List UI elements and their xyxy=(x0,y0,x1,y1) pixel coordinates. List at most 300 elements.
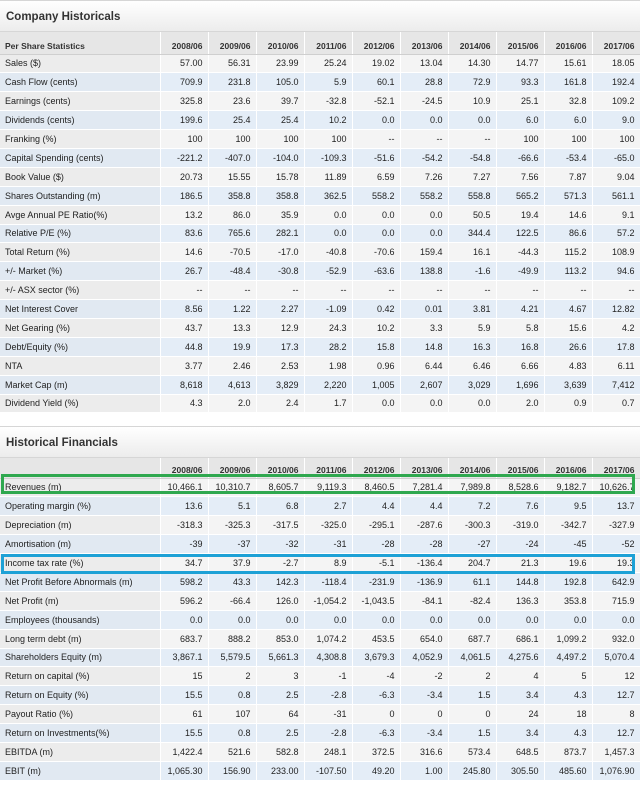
value-cell: 192.8 xyxy=(544,572,592,591)
value-cell: 686.1 xyxy=(496,629,544,648)
value-cell: -1.09 xyxy=(304,300,352,319)
row-label: EBIT (m) xyxy=(0,761,160,780)
value-cell: 0.7 xyxy=(592,394,640,413)
value-cell: -407.0 xyxy=(208,148,256,167)
value-cell: 100 xyxy=(208,130,256,149)
value-cell: -295.1 xyxy=(352,516,400,535)
value-cell: 485.60 xyxy=(544,761,592,780)
year-column-header: 2012/06 xyxy=(352,458,400,478)
table-row xyxy=(0,167,640,186)
value-cell: 6.0 xyxy=(544,111,592,130)
row-label: Payout Ratio (%) xyxy=(0,705,160,724)
value-cell: 1,422.4 xyxy=(160,742,208,761)
table-row xyxy=(0,629,640,648)
value-cell: 100 xyxy=(160,130,208,149)
value-cell: -44.3 xyxy=(496,243,544,262)
value-cell: 9.1 xyxy=(592,205,640,224)
year-column-header: 2014/06 xyxy=(448,458,496,478)
value-cell: 1,696 xyxy=(496,375,544,394)
value-cell: 0.0 xyxy=(400,224,448,243)
value-cell: 325.8 xyxy=(160,92,208,111)
value-cell: 7.26 xyxy=(400,167,448,186)
value-cell: 372.5 xyxy=(352,742,400,761)
value-cell: 1,074.2 xyxy=(304,629,352,648)
value-cell: 8,618 xyxy=(160,375,208,394)
value-cell: 1,005 xyxy=(352,375,400,394)
value-cell: 15.55 xyxy=(208,167,256,186)
value-cell: -63.6 xyxy=(352,262,400,281)
row-label: Earnings (cents) xyxy=(0,92,160,111)
value-cell: 5.9 xyxy=(448,318,496,337)
value-cell: 642.9 xyxy=(592,572,640,591)
value-cell: 35.9 xyxy=(256,205,304,224)
row-label: Shares Outstanding (m) xyxy=(0,186,160,205)
value-cell: 0.0 xyxy=(544,610,592,629)
value-cell: 0.0 xyxy=(352,224,400,243)
year-column-header: 2008/06 xyxy=(160,32,208,54)
value-cell: 39.7 xyxy=(256,92,304,111)
value-cell: 5.8 xyxy=(496,318,544,337)
table-row xyxy=(0,243,640,262)
year-column-header: 2009/06 xyxy=(208,32,256,54)
value-cell: 248.1 xyxy=(304,742,352,761)
value-cell: -28 xyxy=(352,535,400,554)
value-cell: 11.89 xyxy=(304,167,352,186)
value-cell: 15.78 xyxy=(256,167,304,186)
row-label: Return on capital (%) xyxy=(0,667,160,686)
value-cell: 14.30 xyxy=(448,54,496,73)
value-cell: 16.8 xyxy=(496,337,544,356)
value-cell: -70.5 xyxy=(208,243,256,262)
value-cell: 100 xyxy=(256,130,304,149)
value-cell: 6.66 xyxy=(496,356,544,375)
value-cell: 0.01 xyxy=(400,300,448,319)
value-cell: -- xyxy=(544,281,592,300)
value-cell: 12.9 xyxy=(256,318,304,337)
table-row xyxy=(0,318,640,337)
value-cell: 2,220 xyxy=(304,375,352,394)
value-cell: 4,275.6 xyxy=(496,648,544,667)
value-cell: 4.3 xyxy=(544,724,592,743)
value-cell: 8,460.5 xyxy=(352,478,400,497)
value-cell: -51.6 xyxy=(352,148,400,167)
value-cell: 19.6 xyxy=(544,554,592,573)
value-cell: 7.56 xyxy=(496,167,544,186)
value-cell: 0.8 xyxy=(208,686,256,705)
value-cell: 3.77 xyxy=(160,356,208,375)
value-cell: -24 xyxy=(496,535,544,554)
table-row xyxy=(0,111,640,130)
value-cell: 144.8 xyxy=(496,572,544,591)
value-cell: -17.0 xyxy=(256,243,304,262)
value-cell: -39 xyxy=(160,535,208,554)
value-cell: 0.0 xyxy=(208,610,256,629)
value-cell: -52.1 xyxy=(352,92,400,111)
value-cell: 2.7 xyxy=(304,497,352,516)
value-cell: 2.46 xyxy=(208,356,256,375)
value-cell: 558.2 xyxy=(352,186,400,205)
value-cell: 5.9 xyxy=(304,73,352,92)
row-label: Relative P/E (%) xyxy=(0,224,160,243)
row-label: Market Cap (m) xyxy=(0,375,160,394)
value-cell: -342.7 xyxy=(544,516,592,535)
value-cell: 8 xyxy=(592,705,640,724)
value-cell: 28.8 xyxy=(400,73,448,92)
year-column-header: 2011/06 xyxy=(304,458,352,478)
value-cell: 94.6 xyxy=(592,262,640,281)
table-row xyxy=(0,610,640,629)
value-cell: 204.7 xyxy=(448,554,496,573)
value-cell: 115.2 xyxy=(544,243,592,262)
value-cell: 72.9 xyxy=(448,73,496,92)
label-column-header: Per Share Statistics xyxy=(0,32,160,54)
row-label: +/- ASX sector (%) xyxy=(0,281,160,300)
value-cell: -5.1 xyxy=(352,554,400,573)
value-cell: 1,076.90 xyxy=(592,761,640,780)
value-cell: -27 xyxy=(448,535,496,554)
value-cell: 8.56 xyxy=(160,300,208,319)
value-cell: 3.4 xyxy=(496,724,544,743)
value-cell: 5,661.3 xyxy=(256,648,304,667)
table-row xyxy=(0,516,640,535)
value-cell: 0.0 xyxy=(256,610,304,629)
value-cell: 888.2 xyxy=(208,629,256,648)
value-cell: 57.00 xyxy=(160,54,208,73)
value-cell: 86.0 xyxy=(208,205,256,224)
value-cell: 49.20 xyxy=(352,761,400,780)
value-cell: 573.4 xyxy=(448,742,496,761)
value-cell: 5,070.4 xyxy=(592,648,640,667)
value-cell: -54.8 xyxy=(448,148,496,167)
value-cell: -318.3 xyxy=(160,516,208,535)
value-cell: 2,607 xyxy=(400,375,448,394)
value-cell: 362.5 xyxy=(304,186,352,205)
value-cell: 0.0 xyxy=(400,111,448,130)
value-cell: 6.0 xyxy=(496,111,544,130)
value-cell: 10,466.1 xyxy=(160,478,208,497)
year-column-header: 2017/06 xyxy=(592,458,640,478)
value-cell: 687.7 xyxy=(448,629,496,648)
value-cell: -- xyxy=(208,281,256,300)
value-cell: 4,052.9 xyxy=(400,648,448,667)
row-label: Dividend Yield (%) xyxy=(0,394,160,413)
value-cell: 17.8 xyxy=(592,337,640,356)
value-cell: 7.6 xyxy=(496,497,544,516)
table-row xyxy=(0,497,640,516)
value-cell: 0.0 xyxy=(304,224,352,243)
value-cell: 0.9 xyxy=(544,394,592,413)
value-cell: 0.0 xyxy=(592,610,640,629)
table-row xyxy=(0,73,640,92)
year-column-header: 2010/06 xyxy=(256,32,304,54)
value-cell: 2.4 xyxy=(256,394,304,413)
table-row xyxy=(0,262,640,281)
value-cell: 18.05 xyxy=(592,54,640,73)
value-cell: 25.4 xyxy=(208,111,256,130)
value-cell: 60.1 xyxy=(352,73,400,92)
table-row xyxy=(0,535,640,554)
value-cell: 1,065.30 xyxy=(160,761,208,780)
value-cell: -- xyxy=(448,130,496,149)
value-cell: 6.11 xyxy=(592,356,640,375)
value-cell: 9.5 xyxy=(544,497,592,516)
row-label: Revenues (m) xyxy=(0,478,160,497)
value-cell: -66.4 xyxy=(208,591,256,610)
value-cell: 34.7 xyxy=(160,554,208,573)
value-cell: 4,497.2 xyxy=(544,648,592,667)
value-cell: 358.8 xyxy=(256,186,304,205)
value-cell: 521.6 xyxy=(208,742,256,761)
row-label: +/- Market (%) xyxy=(0,262,160,281)
value-cell: 9,182.7 xyxy=(544,478,592,497)
value-cell: -- xyxy=(496,281,544,300)
value-cell: 4.4 xyxy=(352,497,400,516)
value-cell: 648.5 xyxy=(496,742,544,761)
value-cell: 0.0 xyxy=(448,610,496,629)
value-cell: 0.0 xyxy=(400,394,448,413)
value-cell: 565.2 xyxy=(496,186,544,205)
row-label: Capital Spending (cents) xyxy=(0,148,160,167)
company-historicals-title: Company Historicals xyxy=(0,0,640,32)
value-cell: -45 xyxy=(544,535,592,554)
value-cell: -3.4 xyxy=(400,686,448,705)
value-cell: 4 xyxy=(496,667,544,686)
value-cell: 161.8 xyxy=(544,73,592,92)
value-cell: -40.8 xyxy=(304,243,352,262)
table-row xyxy=(0,724,640,743)
row-label: Book Value ($) xyxy=(0,167,160,186)
value-cell: 4.4 xyxy=(400,497,448,516)
value-cell: 3,679.3 xyxy=(352,648,400,667)
value-cell: 3 xyxy=(256,667,304,686)
year-column-header: 2016/06 xyxy=(544,458,592,478)
value-cell: -1.6 xyxy=(448,262,496,281)
value-cell: 3,029 xyxy=(448,375,496,394)
value-cell: 126.0 xyxy=(256,591,304,610)
value-cell: 14.6 xyxy=(544,205,592,224)
table-row xyxy=(0,761,640,780)
value-cell: 1.22 xyxy=(208,300,256,319)
value-cell: -- xyxy=(592,281,640,300)
value-cell: 19.3 xyxy=(592,554,640,573)
value-cell: 596.2 xyxy=(160,591,208,610)
value-cell: 873.7 xyxy=(544,742,592,761)
value-cell: 9.04 xyxy=(592,167,640,186)
row-label: Shareholders Equity (m) xyxy=(0,648,160,667)
value-cell: 2.0 xyxy=(496,394,544,413)
value-cell: -1 xyxy=(304,667,352,686)
value-cell: 26.7 xyxy=(160,262,208,281)
value-cell: 5 xyxy=(544,667,592,686)
value-cell: 43.7 xyxy=(160,318,208,337)
value-cell: 4.21 xyxy=(496,300,544,319)
value-cell: -3.4 xyxy=(400,724,448,743)
table-row xyxy=(0,54,640,73)
value-cell: 305.50 xyxy=(496,761,544,780)
year-column-header: 2014/06 xyxy=(448,32,496,54)
value-cell: 4.67 xyxy=(544,300,592,319)
row-label: Amortisation (m) xyxy=(0,535,160,554)
value-cell: 100 xyxy=(544,130,592,149)
year-column-header: 2013/06 xyxy=(400,458,448,478)
value-cell: 12.7 xyxy=(592,686,640,705)
table-row xyxy=(0,686,640,705)
value-cell: -6.3 xyxy=(352,724,400,743)
value-cell: 19.4 xyxy=(496,205,544,224)
row-label: Net Gearing (%) xyxy=(0,318,160,337)
value-cell: 192.4 xyxy=(592,73,640,92)
value-cell: 282.1 xyxy=(256,224,304,243)
table-row xyxy=(0,648,640,667)
value-cell: 64 xyxy=(256,705,304,724)
value-cell: -231.9 xyxy=(352,572,400,591)
row-label: Long term debt (m) xyxy=(0,629,160,648)
table-row xyxy=(0,337,640,356)
value-cell: 5,579.5 xyxy=(208,648,256,667)
value-cell: 0.42 xyxy=(352,300,400,319)
row-label: EBITDA (m) xyxy=(0,742,160,761)
value-cell: 8,528.6 xyxy=(496,478,544,497)
value-cell: 61.1 xyxy=(448,572,496,591)
value-cell: 4,308.8 xyxy=(304,648,352,667)
value-cell: -- xyxy=(400,281,448,300)
value-cell: 4,061.5 xyxy=(448,648,496,667)
year-column-header: 2008/06 xyxy=(160,458,208,478)
value-cell: 0.0 xyxy=(400,205,448,224)
value-cell: 561.1 xyxy=(592,186,640,205)
value-cell: 1,099.2 xyxy=(544,629,592,648)
value-cell: 4.2 xyxy=(592,318,640,337)
value-cell: 0.0 xyxy=(352,205,400,224)
row-label: NTA xyxy=(0,356,160,375)
value-cell: 932.0 xyxy=(592,629,640,648)
value-cell: 245.80 xyxy=(448,761,496,780)
value-cell: 571.3 xyxy=(544,186,592,205)
value-cell: 7.2 xyxy=(448,497,496,516)
value-cell: 3.4 xyxy=(496,686,544,705)
row-label: Net Profit Before Abnormals (m) xyxy=(0,572,160,591)
row-label: Total Return (%) xyxy=(0,243,160,262)
table-row xyxy=(0,356,640,375)
value-cell: 16.3 xyxy=(448,337,496,356)
value-cell: -37 xyxy=(208,535,256,554)
row-label: Avge Annual PE Ratio(%) xyxy=(0,205,160,224)
value-cell: -65.0 xyxy=(592,148,640,167)
value-cell: 683.7 xyxy=(160,629,208,648)
value-cell: -325.3 xyxy=(208,516,256,535)
value-cell: 7,281.4 xyxy=(400,478,448,497)
value-cell: 316.6 xyxy=(400,742,448,761)
value-cell: -1,043.5 xyxy=(352,591,400,610)
value-cell: -2.8 xyxy=(304,724,352,743)
table-row xyxy=(0,205,640,224)
value-cell: 37.9 xyxy=(208,554,256,573)
value-cell: 86.6 xyxy=(544,224,592,243)
value-cell: 7.27 xyxy=(448,167,496,186)
year-column-header: 2009/06 xyxy=(208,458,256,478)
value-cell: 14.77 xyxy=(496,54,544,73)
value-cell: 7,412 xyxy=(592,375,640,394)
value-cell: 0 xyxy=(400,705,448,724)
value-cell: 15 xyxy=(160,667,208,686)
value-cell: 26.6 xyxy=(544,337,592,356)
value-cell: 17.3 xyxy=(256,337,304,356)
value-cell: 0.0 xyxy=(496,610,544,629)
value-cell: 15.8 xyxy=(352,337,400,356)
value-cell: -325.0 xyxy=(304,516,352,535)
value-cell: 2 xyxy=(208,667,256,686)
row-label: Net Interest Cover xyxy=(0,300,160,319)
value-cell: 0.96 xyxy=(352,356,400,375)
value-cell: 10.2 xyxy=(304,111,352,130)
value-cell: 28.2 xyxy=(304,337,352,356)
year-column-header: 2013/06 xyxy=(400,32,448,54)
value-cell: -52.9 xyxy=(304,262,352,281)
value-cell: 4.83 xyxy=(544,356,592,375)
value-cell: 100 xyxy=(496,130,544,149)
value-cell: 199.6 xyxy=(160,111,208,130)
table-row xyxy=(0,224,640,243)
value-cell: -32 xyxy=(256,535,304,554)
value-cell: 358.8 xyxy=(208,186,256,205)
value-cell: 2.0 xyxy=(208,394,256,413)
value-cell: 0.0 xyxy=(352,111,400,130)
value-cell: 1.7 xyxy=(304,394,352,413)
value-cell: 765.6 xyxy=(208,224,256,243)
value-cell: -70.6 xyxy=(352,243,400,262)
value-cell: 5.1 xyxy=(208,497,256,516)
value-cell: 654.0 xyxy=(400,629,448,648)
value-cell: -104.0 xyxy=(256,148,304,167)
value-cell: -2 xyxy=(400,667,448,686)
value-cell: 23.6 xyxy=(208,92,256,111)
value-cell: -319.0 xyxy=(496,516,544,535)
value-cell: 13.2 xyxy=(160,205,208,224)
value-cell: 19.02 xyxy=(352,54,400,73)
value-cell: 10.9 xyxy=(448,92,496,111)
value-cell: 24 xyxy=(496,705,544,724)
value-cell: 24.3 xyxy=(304,318,352,337)
value-cell: -107.50 xyxy=(304,761,352,780)
table-row xyxy=(0,572,640,591)
value-cell: 136.3 xyxy=(496,591,544,610)
value-cell: 12.82 xyxy=(592,300,640,319)
value-cell: 4.3 xyxy=(544,686,592,705)
table-row xyxy=(0,705,640,724)
value-cell: -28 xyxy=(400,535,448,554)
value-cell: 105.0 xyxy=(256,73,304,92)
row-label: Sales ($) xyxy=(0,54,160,73)
value-cell: -- xyxy=(400,130,448,149)
value-cell: 6.46 xyxy=(448,356,496,375)
year-column-header: 2015/06 xyxy=(496,458,544,478)
row-label: Income tax rate (%) xyxy=(0,554,160,573)
table-row xyxy=(0,394,640,413)
value-cell: -82.4 xyxy=(448,591,496,610)
row-label: Operating margin (%) xyxy=(0,497,160,516)
value-cell: 558.2 xyxy=(400,186,448,205)
value-cell: -- xyxy=(304,281,352,300)
value-cell: 715.9 xyxy=(592,591,640,610)
value-cell: -66.6 xyxy=(496,148,544,167)
value-cell: 0.0 xyxy=(400,610,448,629)
value-cell: 7,989.8 xyxy=(448,478,496,497)
value-cell: 558.8 xyxy=(448,186,496,205)
value-cell: -1,054.2 xyxy=(304,591,352,610)
value-cell: -317.5 xyxy=(256,516,304,535)
historical-financials-table xyxy=(0,458,640,781)
value-cell: 1,457.3 xyxy=(592,742,640,761)
